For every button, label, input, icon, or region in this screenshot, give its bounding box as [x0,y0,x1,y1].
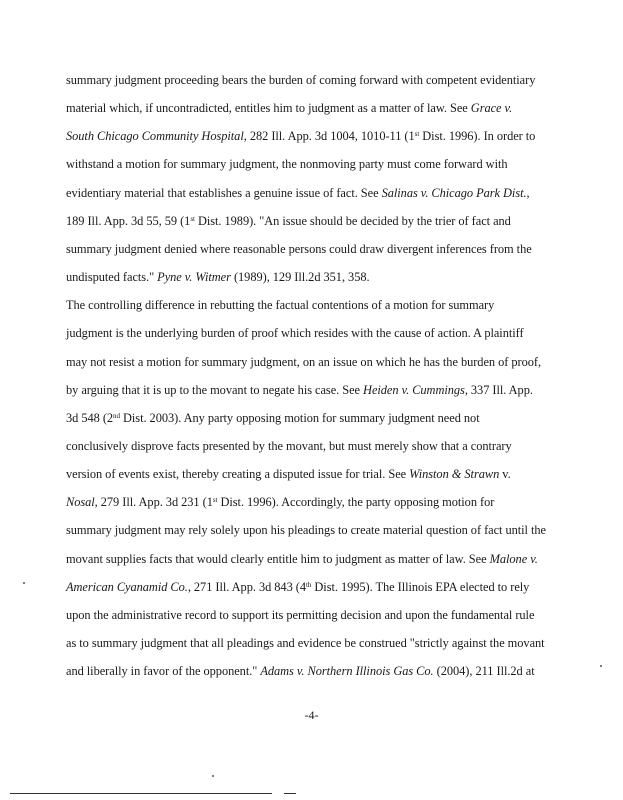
text-line [66,101,512,115]
text-run: conclusively disprove facts presented by the movant, but must merely show that a contrary [66,438,512,453]
text-line [66,467,511,481]
text-run: version of events exist, thereby creating a disputed issue for trial. See [66,467,410,482]
case-citation: Nosal [66,495,95,510]
text-line [66,439,512,453]
text-line [66,73,535,87]
text-run: material which, if uncontradicted, entitles him to judgment as a matter of law. See [66,101,471,116]
text-run: (2004), 211 Ill.2d at [433,664,535,679]
text-run: Dist. 1995). The Illinois EPA elected to rely [311,579,530,594]
text-line [66,326,524,340]
text-run: Dist. 2003). Any party opposing motion for summary judgment need not [119,410,480,425]
text-run: summary judgment proceeding bears the burden of coming forward with competent evidentiary [66,73,536,87]
text-run: Dist. 1989). "An issue should be decided by the trier of fact and [194,213,511,228]
text-run: by arguing that it is up to the movant to negate his case. See [66,382,364,397]
scan-speck [23,582,25,584]
text-run: upon the administrative record to support its permitting decision and upon the fundamental rule [66,607,535,622]
case-citation: Salinas v. Chicago Park Dist. [381,185,527,200]
text-run: movant supplies facts that would clearly entitle him to judgment as matter of law. See [66,551,490,566]
text-run: , 279 Ill. App. 3d 231 (1 [94,495,213,510]
text-run: and liberally in favor of the opponent." [66,664,261,679]
superscript: st [190,214,195,223]
text-run: summary judgment denied where reasonable persons could draw divergent inferences from the [66,241,532,256]
text-line [66,664,535,678]
text-line [66,636,545,650]
text-line [66,270,370,284]
case-citation: American Cyanamid Co. [66,579,188,594]
case-citation: Pyne v. Witmer [157,270,231,285]
text-run: Dist. 1996). In order to [419,129,536,144]
superscript: nd [113,411,120,420]
page-number: -4- [304,708,319,722]
case-citation: Adams v. Northern Illinois Gas Co. [260,664,434,679]
text-line [66,129,535,143]
text-run: may not resist a motion for summary judgment, on an issue on which he has the burden of proof, [66,354,542,369]
text-run: Dist. 1996). Accordingly, the party opposing motion for [217,495,495,510]
text-line [66,214,511,228]
case-citation: Winston & Strawn [409,467,500,482]
text-run: as to summary judgment that all pleadings and evidence be construed "strictly against the movant [66,636,545,650]
text-line [66,298,494,312]
text-run: , 337 Ill. App. [464,382,533,397]
text-run: The controlling difference in rebutting the factual contentions of a motion for summary [66,298,495,313]
text-line [66,411,480,425]
text-run: 189 Ill. App. 3d 55, 59 (1 [66,213,191,228]
text-run: v. [499,467,511,482]
text-line [66,608,534,622]
text-run: 3d 548 (2 [66,410,114,425]
text-run: summary judgment may rely solely upon his pleadings to create material question of fact until the [66,523,546,538]
text-line [66,157,508,171]
superscript: st [212,496,218,505]
text-run: withstand a motion for summary judgment, the nonmoving party must come forward with [66,157,508,172]
case-citation: Grace v. [470,101,513,116]
text-line [66,580,529,594]
text-run: evidentiary material that establishes a genuine issue of fact. See [66,185,382,200]
scan-speck [600,665,602,667]
text-line [66,242,532,256]
text-run: , 282 Ill. App. 3d 1004, 1010-11 (1 [243,129,415,144]
footer-rule [10,793,272,794]
text-line [66,523,546,537]
text-run: , 271 Ill. App. 3d 843 (4 [187,579,306,594]
text-line [66,552,538,566]
superscript: st [414,130,420,139]
text-run: judgment is the underlying burden of proof which resides with the cause of action. A plaintiff [66,326,524,341]
text-run: (1989), 129 Ill.2d 351, 358. [230,270,370,285]
text-line [66,383,533,397]
text-line [66,355,541,369]
text-line [66,186,530,200]
text-line [66,495,494,509]
case-citation: South Chicago Community Hospital [66,129,244,144]
text-run: undisputed facts." [66,270,158,285]
superscript: th [306,580,312,589]
scan-speck [212,775,214,777]
footer-rule-short [284,793,296,794]
case-citation: Heiden v. Cummings [363,382,465,397]
case-citation: Malone v. [489,551,538,566]
text-run: , [526,185,530,200]
